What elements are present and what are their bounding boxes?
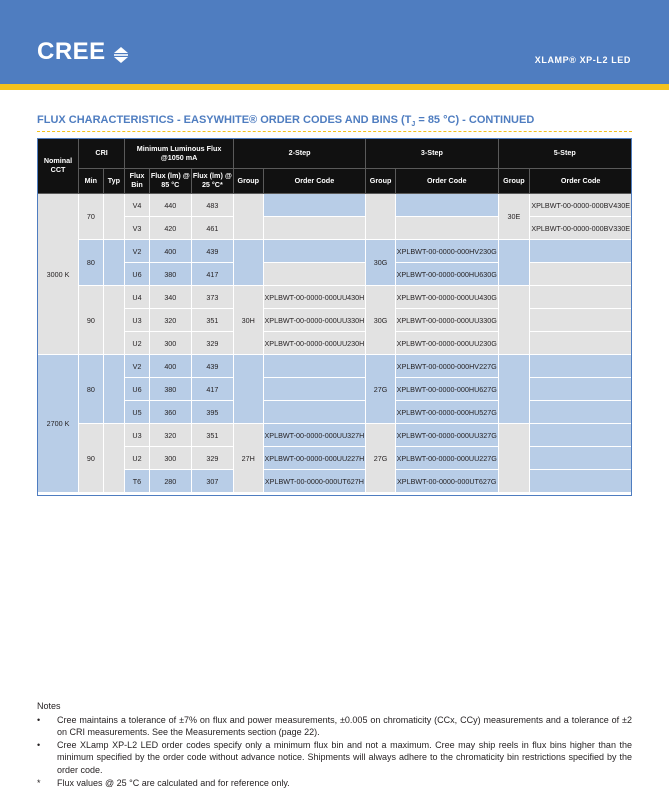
flux-bin-cell: U4 [125, 286, 150, 309]
header-order-code-3: Order Code [395, 169, 498, 194]
flux-bin-cell: V2 [125, 355, 150, 378]
table-row [38, 286, 632, 309]
accent-bar [0, 84, 669, 90]
section-title: FLUX CHARACTERISTICS - EASYWHITE® ORDER CODES AND BINS ($T_J = 85$ °C) - CONTINUED [37, 114, 632, 132]
flux-25-cell: 373 [191, 286, 233, 309]
header-nominal-cct: Nominal CCT [38, 139, 79, 194]
flux-85-cell: 320 [149, 424, 191, 447]
flux-bin-cell: U3 [125, 309, 150, 332]
cree-arrows-icon [112, 43, 130, 61]
cct-cell: 3000 K [38, 194, 79, 355]
order-code-5-cell [530, 424, 632, 447]
flux-25-cell: 439 [191, 240, 233, 263]
flux-25-cell: 417 [191, 263, 233, 286]
group-3-cell: 30G [366, 286, 396, 355]
flux-25-cell: 351 [191, 309, 233, 332]
notes-list [37, 714, 632, 790]
cct-cell: 2700 K [38, 355, 79, 493]
flux-bin-cell: V2 [125, 240, 150, 263]
order-code-3-cell: XPLBWT-00-0000-000HV230G [395, 240, 498, 263]
flux-bin-cell: U2 [125, 332, 150, 355]
order-code-2-cell: XPLBWT-00-0000-000UU327H [263, 424, 366, 447]
table-row [38, 240, 632, 263]
order-code-5-cell: XPLBWT-00-0000-000BV330E [530, 217, 632, 240]
flux-85-cell: 280 [149, 470, 191, 493]
flux-85-cell: 300 [149, 447, 191, 470]
header-min: Min [79, 169, 104, 194]
cri-min-cell: 70 [79, 194, 104, 240]
order-code-3-cell: XPLBWT-00-0000-000HU527G [395, 401, 498, 424]
order-code-3-cell: XPLBWT-00-0000-000UT627G [395, 470, 498, 493]
header-cri: CRI [79, 139, 125, 169]
flux-25-cell: 417 [191, 378, 233, 401]
order-code-2-cell [263, 194, 366, 217]
flux-bin-cell: V3 [125, 217, 150, 240]
header-order-code-5: Order Code [530, 169, 632, 194]
group-5-cell [498, 240, 530, 286]
flux-bin-cell: V4 [125, 194, 150, 217]
flux-85-cell: 340 [149, 286, 191, 309]
note-text: Cree XLamp XP-L2 LED order codes specify only a minimum flux bin and not a maximum. Cree may ship reels in flux bins higher than the minimum specified by the order code without advance notice. Shipments will always adhere to the chromaticity bin restrictions specified by the order code. [57, 739, 632, 775]
cri-min-cell: 90 [79, 424, 104, 493]
flux-85-cell: 400 [149, 355, 191, 378]
order-code-3-cell [395, 217, 498, 240]
group-5-cell: 30E [498, 194, 530, 240]
group-2-cell: 30H [233, 286, 263, 355]
group-2-cell [233, 355, 263, 424]
order-code-5-cell [530, 447, 632, 470]
flux-25-cell: 329 [191, 332, 233, 355]
order-code-5-cell [530, 263, 632, 286]
order-code-5-cell [530, 240, 632, 263]
header-min-flux: Minimum Luminous Flux @1050 mA [125, 139, 234, 169]
cri-typ-cell [103, 286, 125, 355]
cri-typ-cell [103, 194, 125, 240]
order-code-2-cell: XPLBWT-00-0000-000UU430H [263, 286, 366, 309]
flux-bin-cell: T6 [125, 470, 150, 493]
flux-85-cell: 300 [149, 332, 191, 355]
header-2-step: 2-Step [233, 139, 365, 169]
flux-25-cell: 307 [191, 470, 233, 493]
note-item [37, 739, 632, 777]
table-row [38, 309, 632, 332]
order-code-3-cell: XPLBWT-00-0000-000HV227G [395, 355, 498, 378]
order-code-2-cell [263, 263, 366, 286]
header-typ: Typ [103, 169, 125, 194]
flux-bin-cell: U6 [125, 263, 150, 286]
group-3-cell: 27G [366, 424, 396, 493]
group-5-cell [498, 355, 530, 424]
flux-bin-cell: U6 [125, 378, 150, 401]
flux-25-cell: 439 [191, 355, 233, 378]
order-code-3-cell: XPLBWT-00-0000-000UU430G [395, 286, 498, 309]
group-5-cell [498, 424, 530, 493]
flux-85-cell: 440 [149, 194, 191, 217]
order-code-3-cell: XPLBWT-00-0000-000HU630G [395, 263, 498, 286]
header-flux-25: Flux (lm) @ 25 °C* [191, 169, 233, 194]
flux-85-cell: 400 [149, 240, 191, 263]
flux-25-cell: 395 [191, 401, 233, 424]
notes-section [37, 700, 632, 789]
flux-25-cell: 351 [191, 424, 233, 447]
order-code-2-cell: XPLBWT-00-0000-000UU330H [263, 309, 366, 332]
group-3-cell [366, 194, 396, 240]
order-code-5-cell: XPLBWT-00-0000-000BV430E [530, 194, 632, 217]
flux-85-cell: 420 [149, 217, 191, 240]
table-row [38, 424, 632, 447]
order-code-5-cell [530, 378, 632, 401]
flux-table [37, 138, 632, 493]
flux-85-cell: 380 [149, 263, 191, 286]
flux-bin-cell: U2 [125, 447, 150, 470]
header-flux-85: Flux (lm) @ 85 °C [149, 169, 191, 194]
bullet-icon: • [37, 739, 41, 750]
table-row [38, 470, 632, 493]
order-code-2-cell [263, 355, 366, 378]
order-code-5-cell [530, 355, 632, 378]
note-item [37, 714, 632, 739]
flux-25-cell: 461 [191, 217, 233, 240]
order-code-5-cell [530, 332, 632, 355]
header-group-2: Group [233, 169, 263, 194]
table-row [38, 217, 632, 240]
order-code-2-cell: XPLBWT-00-0000-000UU227H [263, 447, 366, 470]
bullet-icon: • [37, 714, 41, 725]
table-row [38, 355, 632, 378]
note-text: Flux values @ 25 °C are calculated and for reference only. [57, 777, 290, 788]
note-text: Cree maintains a tolerance of ±7% on flux and power measurements, ±0.005 on chromaticity (CCx, CCy) measurements and a tolerance of ±2 on CRI measurements. See the Measurements section (page 22). [57, 714, 632, 738]
order-code-2-cell [263, 378, 366, 401]
cri-typ-cell [103, 424, 125, 493]
group-2-cell [233, 194, 263, 240]
flux-25-cell: 329 [191, 447, 233, 470]
group-3-cell: 30G [366, 240, 396, 286]
order-code-3-cell: XPLBWT-00-0000-000UU230G [395, 332, 498, 355]
flux-bin-cell: U5 [125, 401, 150, 424]
group-3-cell: 27G [366, 355, 396, 424]
flux-85-cell: 320 [149, 309, 191, 332]
note-item [37, 777, 632, 790]
header-5-step: 5-Step [498, 139, 631, 169]
cri-min-cell: 80 [79, 355, 104, 424]
order-code-5-cell [530, 401, 632, 424]
group-2-cell: 27H [233, 424, 263, 493]
table-row [38, 401, 632, 424]
order-code-2-cell: XPLBWT-00-0000-000UT627H [263, 470, 366, 493]
notes-title: Notes [37, 701, 61, 711]
table-row [38, 332, 632, 355]
table-row [38, 194, 632, 217]
order-code-3-cell: XPLBWT-00-0000-000HU627G [395, 378, 498, 401]
cri-typ-cell [103, 240, 125, 286]
page-header [0, 0, 669, 84]
asterisk-icon: * [37, 777, 41, 788]
order-code-2-cell: XPLBWT-00-0000-000UU230H [263, 332, 366, 355]
cree-logo [37, 38, 130, 66]
flux-85-cell: 360 [149, 401, 191, 424]
cri-min-cell: 80 [79, 240, 104, 286]
order-code-3-cell: XPLBWT-00-0000-000UU227G [395, 447, 498, 470]
product-name: XLAMP® XP-L2 LED [534, 55, 631, 65]
order-code-5-cell [530, 309, 632, 332]
header-3-step: 3-Step [366, 139, 498, 169]
logo-text: CREE [37, 38, 106, 65]
group-5-cell [498, 286, 530, 355]
order-code-2-cell [263, 217, 366, 240]
order-code-5-cell [530, 286, 632, 309]
flux-25-cell: 483 [191, 194, 233, 217]
table-row [38, 263, 632, 286]
table-row [38, 447, 632, 470]
order-code-3-cell: XPLBWT-00-0000-000UU327G [395, 424, 498, 447]
header-group-3: Group [366, 169, 396, 194]
order-code-2-cell [263, 401, 366, 424]
flux-bin-cell: U3 [125, 424, 150, 447]
group-2-cell [233, 240, 263, 286]
header-order-code-2: Order Code [263, 169, 366, 194]
cri-typ-cell [103, 355, 125, 424]
header-flux-bin: Flux Bin [125, 169, 150, 194]
cri-min-cell: 90 [79, 286, 104, 355]
order-code-2-cell [263, 240, 366, 263]
table-row [38, 378, 632, 401]
header-group-5: Group [498, 169, 530, 194]
order-code-3-cell: XPLBWT-00-0000-000UU330G [395, 309, 498, 332]
flux-85-cell: 380 [149, 378, 191, 401]
order-code-5-cell [530, 470, 632, 493]
order-code-3-cell [395, 194, 498, 217]
